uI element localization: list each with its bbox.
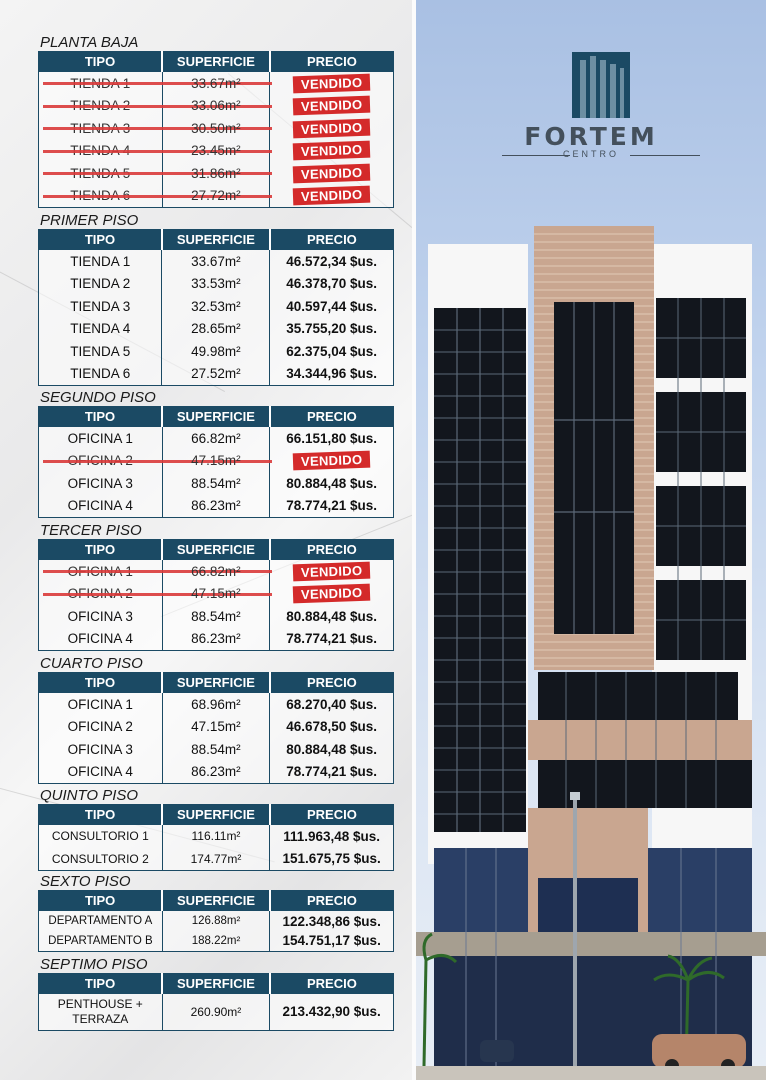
table-row-sold [39,162,394,185]
price-table [38,973,394,1031]
table-row [39,273,394,296]
unit-type [39,628,163,651]
column-header-tipo: TIPO [39,673,163,694]
unit-area: 49.98m² [162,340,270,363]
sold-stamp: VENDIDO [293,73,371,93]
unit-price: 213.432,90 $us. [282,1004,381,1020]
unit-price: 62.375,04 $us. [286,343,378,359]
sold-stamp: VENDIDO [293,141,371,161]
price-table [38,406,394,518]
unit-area: 260.90m² [162,994,270,1030]
floor-title: TERCER PISO [40,522,142,539]
unit-type [39,140,163,163]
unit-type [39,427,163,450]
column-header-tipo: TIPO [39,407,163,428]
unit-type [39,72,163,95]
table-row [39,427,394,450]
table-row [39,628,394,651]
building-image [416,0,766,1080]
unit-type [39,848,163,871]
column-header-tipo: TIPO [39,891,163,912]
unit-price: 34.344,96 $us. [286,366,378,381]
unit-area: 47.15m² [162,583,270,606]
unit-area: 188.22m² [162,931,270,951]
unit-type [39,273,162,296]
unit-area: 31.86m² [162,162,270,185]
building-illustration [416,0,766,1080]
unit-type [39,363,162,386]
unit-area: 28.65m² [162,318,270,341]
unit-price: 40.597,44 $us. [286,298,378,314]
price-table [38,804,394,871]
unit-type-text: TIENDA 5 [70,343,131,359]
table-row-sold [39,583,394,606]
unit-type [39,693,163,716]
unit-type [39,761,163,784]
column-header-precio: PRECIO [270,673,394,694]
unit-price: 46.678,50 $us. [286,719,378,735]
table-row [39,250,394,273]
table-row [39,994,394,1030]
sold-stamp: VENDIDO [293,561,371,581]
unit-type [39,185,163,208]
unit-area: 86.23m² [162,761,270,784]
floor-section [38,34,394,208]
unit-type [39,738,163,761]
table-row [39,472,394,495]
unit-price [270,560,394,583]
unit-price: 35.755,20 $us. [286,321,378,337]
column-header-precio: PRECIO [270,891,394,912]
table-row-sold [39,185,394,208]
price-table [38,229,394,386]
unit-price [270,185,394,208]
floor-title: QUINTO PISO [40,787,139,804]
unit-area: 174.77m² [162,848,270,871]
unit-type-text: OFICINA 1 [67,430,133,446]
unit-price: 154.751,17 $us. [282,933,381,949]
table-row [39,340,394,363]
column-header-tipo: TIPO [39,974,163,995]
unit-type-text: OFICINA 4 [67,498,133,513]
column-header-precio: PRECIO [270,230,394,251]
unit-area: 47.15m² [162,716,270,739]
table-row-sold [39,450,394,473]
unit-area: 86.23m² [162,495,270,518]
column-header-precio: PRECIO [270,805,394,826]
unit-type [39,472,163,495]
table-row [39,495,394,518]
unit-type-text: TIENDA 1 [70,253,131,269]
column-header-precio: PRECIO [270,974,394,995]
unit-price [270,450,394,473]
column-header-tipo: TIPO [39,52,163,73]
unit-price: 80.884,48 $us. [286,475,378,491]
column-header-precio: PRECIO [270,540,394,561]
unit-type-text: CONSULTORIO 1 [51,829,149,844]
column-header-tipo: TIPO [39,230,162,251]
unit-price [270,117,394,140]
unit-price: 78.774,21 $us. [286,498,378,513]
column-header-superficie: SUPERFICIE [162,805,270,826]
floor-section [38,956,394,1031]
unit-area: 27.52m² [162,363,270,386]
sold-stamp: VENDIDO [293,186,371,206]
unit-area: 126.88m² [162,911,270,931]
table-row-sold [39,117,394,140]
floor-title: SEXTO PISO [40,873,131,890]
floor-section [38,655,394,784]
fortem-logo-icon [572,46,630,118]
unit-type [39,117,163,140]
unit-area: 66.82m² [162,560,270,583]
unit-price: 151.675,75 $us. [282,851,381,866]
column-header-tipo: TIPO [39,540,163,561]
unit-type [39,605,163,628]
unit-area: 33.06m² [162,95,270,118]
unit-type-text: TIENDA 2 [70,276,131,292]
floor-title: PLANTA BAJA [40,34,139,51]
floor-section [38,873,394,952]
unit-type [39,825,163,848]
unit-type [39,931,163,951]
unit-area: 88.54m² [162,472,270,495]
unit-type [39,911,163,931]
column-header-superficie: SUPERFICIE [162,230,270,251]
floor-title: PRIMER PISO [40,212,139,229]
column-header-superficie: SUPERFICIE [162,673,270,694]
unit-type [39,250,162,273]
unit-price: 78.774,21 $us. [286,631,378,646]
unit-type-text: TIENDA 3 [70,298,131,314]
sold-stamp: VENDIDO [293,584,371,604]
unit-type-text: OFICINA 3 [67,475,133,491]
floor-title: SEGUNDO PISO [40,389,156,406]
floor-section [38,522,394,651]
unit-area: 88.54m² [162,605,270,628]
table-row [39,363,394,386]
column-header-superficie: SUPERFICIE [162,974,270,995]
price-table [38,672,394,784]
unit-type-text: OFICINA 3 [67,741,133,757]
unit-area: 33.67m² [162,72,270,95]
unit-price [270,72,394,95]
price-table [38,890,394,952]
unit-type [39,495,163,518]
unit-type-text: DEPARTAMENTO B [48,934,153,947]
brand-subtitle: CENTRO [563,149,619,159]
column-header-superficie: SUPERFICIE [162,407,270,428]
unit-type-text: OFICINA 4 [67,764,133,779]
unit-price [270,583,394,606]
unit-type [39,318,162,341]
column-header-precio: PRECIO [270,407,394,428]
table-row-sold [39,140,394,163]
unit-type-text: TIENDA 4 [70,321,131,337]
unit-price: 46.378,70 $us. [286,276,378,292]
unit-type-text: CONSULTORIO 2 [51,851,149,866]
floor-section [38,389,394,518]
unit-area: 47.15m² [162,450,270,473]
unit-price [270,162,394,185]
table-row [39,848,394,871]
unit-type [39,560,163,583]
unit-area: 30.50m² [162,117,270,140]
table-row [39,911,394,931]
unit-area: 32.53m² [162,295,270,318]
unit-type [39,295,162,318]
unit-area: 33.53m² [162,273,270,296]
unit-type [39,340,162,363]
table-row-sold [39,72,394,95]
table-row [39,931,394,951]
table-row [39,716,394,739]
table-row [39,738,394,761]
column-header-superficie: SUPERFICIE [162,891,270,912]
floor-section [38,212,394,386]
unit-area: 27.72m² [162,185,270,208]
sold-stamp: VENDIDO [293,118,371,138]
unit-price: 66.151,80 $us. [286,430,378,446]
unit-price [270,140,394,163]
table-row-sold [39,560,394,583]
unit-area: 66.82m² [162,427,270,450]
table-row [39,318,394,341]
unit-area: 33.67m² [162,250,270,273]
table-row [39,605,394,628]
unit-area: 116.11m² [162,825,270,848]
unit-price: 80.884,48 $us. [286,608,378,624]
price-table [38,539,394,651]
floor-section [38,787,394,871]
unit-price: 78.774,21 $us. [286,764,378,779]
table-row [39,825,394,848]
unit-type [39,162,163,185]
sold-stamp: VENDIDO [293,451,371,471]
unit-type-text: PENTHOUSE + TERRAZA [57,996,143,1026]
unit-price: 46.572,34 $us. [286,253,378,269]
table-row [39,761,394,784]
floor-title: SEPTIMO PISO [40,956,148,973]
table-row [39,295,394,318]
unit-type [39,95,163,118]
unit-price: 80.884,48 $us. [286,741,378,757]
column-header-precio: PRECIO [270,52,394,73]
unit-type-text: OFICINA 4 [67,631,133,646]
floor-title: CUARTO PISO [40,655,143,672]
column-header-superficie: SUPERFICIE [162,540,270,561]
unit-type [39,716,163,739]
unit-price: 122.348,86 $us. [282,913,381,929]
brand-name: FORTEM [524,122,658,151]
unit-type-text: DEPARTAMENTO A [48,915,153,927]
unit-type-text: OFICINA 1 [67,696,133,712]
unit-price [270,95,394,118]
unit-price: 68.270,40 $us. [286,696,378,712]
table-row-sold [39,95,394,118]
unit-area: 86.23m² [162,628,270,651]
unit-price: 111.963,48 $us. [283,828,381,844]
unit-type [39,583,163,606]
sold-stamp: VENDIDO [293,163,371,183]
price-table [38,51,394,208]
unit-area: 68.96m² [162,693,270,716]
unit-area: 23.45m² [162,140,270,163]
unit-type-text: TIENDA 6 [70,366,131,381]
unit-type-text: OFICINA 2 [67,719,133,735]
unit-type-text: OFICINA 3 [67,608,133,624]
unit-area: 88.54m² [162,738,270,761]
sold-stamp: VENDIDO [293,96,371,116]
unit-type [39,450,163,473]
table-row [39,693,394,716]
column-header-tipo: TIPO [39,805,163,826]
unit-type [39,994,163,1030]
column-header-superficie: SUPERFICIE [162,52,270,73]
